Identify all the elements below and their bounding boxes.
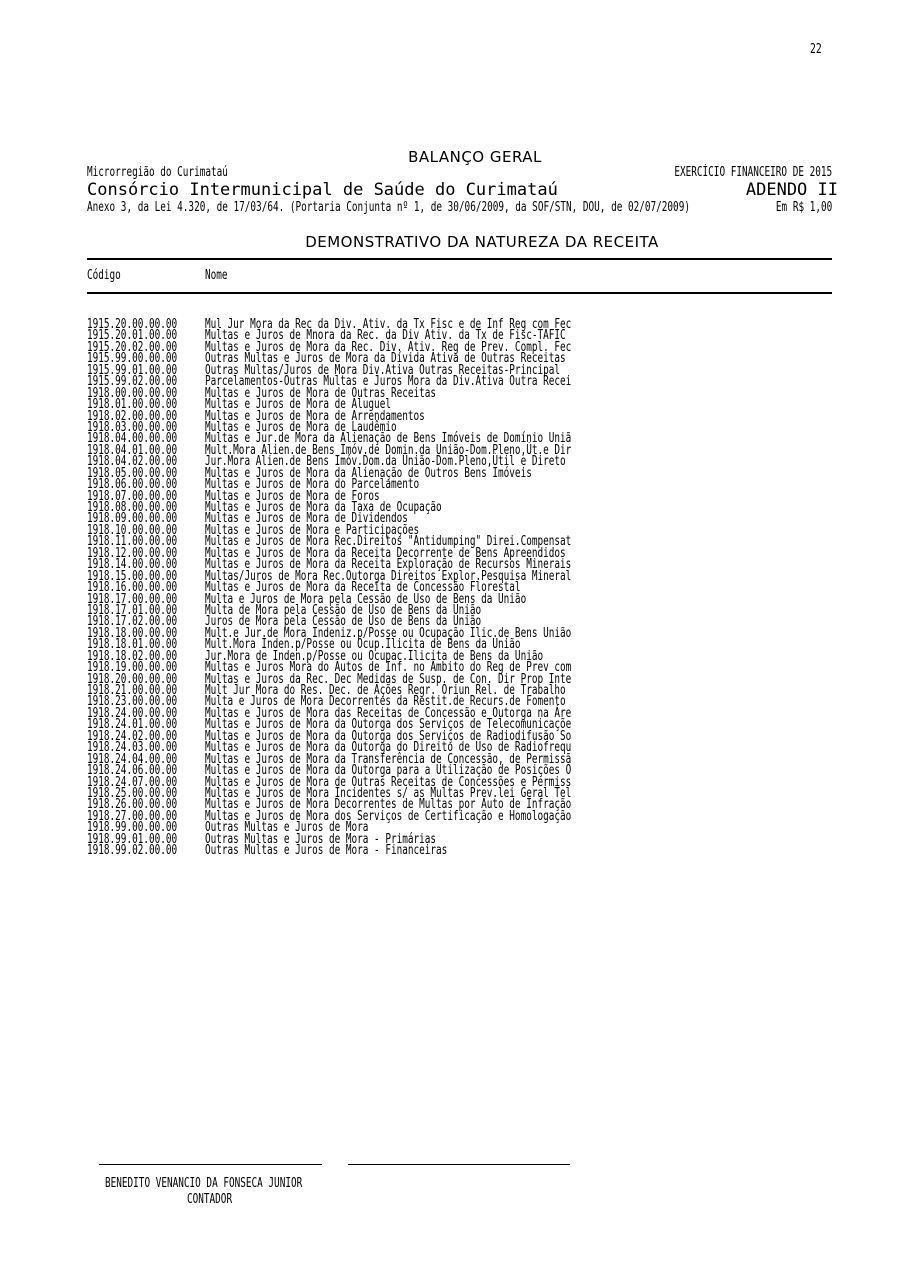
revenue-name: Multa e Juros de Mora pela Cessão de Uso de Bens da União xyxy=(205,591,527,607)
addendum-label: ADENDO II xyxy=(745,180,838,200)
column-header-name: Nome xyxy=(205,268,228,283)
revenue-name: Mult.e Jur.de Mora Indeniz.p/Posse ou Ocupação Ilic.de Bens União xyxy=(205,625,572,641)
revenue-code: 1918.18.01.00.00 xyxy=(87,637,178,653)
revenue-name: Multas e Juros de Mora e Participações xyxy=(205,522,420,538)
revenue-name: Outras Multas e Juros de Mora xyxy=(205,820,369,836)
revenue-code: 1918.25.00.00.00 xyxy=(87,785,178,801)
revenue-name: Parcelamentos-Outras Multas e Juros Mora da Div.Ativa Outra Recei xyxy=(205,374,572,390)
revenue-code: 1918.02.00.00.00 xyxy=(87,408,178,424)
revenue-code: 1918.00.00.00.00 xyxy=(87,385,178,401)
currency-unit: Em R$ 1,00 xyxy=(775,200,832,215)
revenue-code: 1918.10.00.00.00 xyxy=(87,522,178,538)
revenue-code: 1918.04.01.00.00 xyxy=(87,442,178,458)
revenue-code: 1918.09.00.00.00 xyxy=(87,511,178,527)
revenue-name: Multas e Juros de Mora de Arrendamentos xyxy=(205,408,425,424)
revenue-name: Multas e Juros de Mora da Transferência de Concessão, de Permissã xyxy=(205,751,572,767)
revenue-name: Mult.Mora Alien.de Bens Imóv.de Domin.da União-Dom.Pleno,Út.e Dir xyxy=(205,442,572,458)
signer-role: CONTADOR xyxy=(187,1192,233,1207)
revenue-name: Jur.Mora de Inden.p/Posse ou Ocupac.Ilicita de Bens da União xyxy=(205,648,544,664)
fiscal-year-label: EXERCÍCIO FINANCEIRO DE 2015 xyxy=(674,165,832,180)
revenue-name: Multas e Juros de Mora de Aluguel xyxy=(205,397,391,413)
revenue-code: 1915.20.01.00.00 xyxy=(87,328,178,344)
revenue-code: 1915.99.02.00.00 xyxy=(87,374,178,390)
revenue-name: Juros de Mora pela Cessão de Uso de Bens da União xyxy=(205,614,482,630)
revenue-name: Multas e Jur.de Mora da Alienação de Bens Imóveis de Domínio Uniã xyxy=(205,431,572,447)
revenue-code: 1918.12.00.00.00 xyxy=(87,545,178,561)
revenue-name: Multas e Juros de Mora de Laudêmio xyxy=(205,419,397,435)
revenue-code: 1918.04.00.00.00 xyxy=(87,431,178,447)
revenue-name: Multas e Juros de Mora de Outras Receitas de Concessões e Permiss xyxy=(205,774,572,790)
revenue-code: 1918.05.00.00.00 xyxy=(87,465,178,481)
revenue-name: Multas e Juros de Mora da Alienação de Outros Bens Imóveis xyxy=(205,465,532,481)
revenue-table xyxy=(87,319,647,857)
revenue-name: Multas e Juros de Mora do Parcelamento xyxy=(205,477,420,493)
revenue-name: Multas e Juros de Mora da Receita Decorrente de Bens Apreendidos xyxy=(205,545,566,561)
revenue-code: 1918.01.00.00.00 xyxy=(87,397,178,413)
revenue-name: Multas e Juros de Mora da Receita Exploração de Recursos Minerais xyxy=(205,557,572,573)
revenue-name: Jur.Mora Alien.de Bens Imóv.Dom.da União-Dom.Pleno,Útil e Direto xyxy=(205,454,566,470)
revenue-code: 1918.19.00.00.00 xyxy=(87,660,178,676)
legal-reference: Anexo 3, da Lei 4.320, de 17/03/64. (Portaria Conjunta nº 1, de 30/06/2009, da SOF/STN, DOU, de 02/07/2009) xyxy=(87,200,690,215)
header-rule-top xyxy=(87,258,832,260)
revenue-code: 1918.99.01.00.00 xyxy=(87,831,178,847)
revenue-code: 1915.99.01.00.00 xyxy=(87,362,178,378)
revenue-code: 1918.21.00.00.00 xyxy=(87,683,178,698)
revenue-name: Multas e Juros de Mnora da Rec. da Div Ativ. da Tx de Fisc-TAFIC xyxy=(205,328,566,344)
revenue-code: 1918.24.00.00.00 xyxy=(87,705,178,721)
revenue-name: Multas/Juros de Mora Rec.Outorga Direitos Explor.Pesquisa Mineral xyxy=(205,568,572,584)
revenue-name: Multa e Juros de Mora Decorrentes da Restit.de Recurs.de Fomento xyxy=(205,694,566,710)
revenue-code: 1918.06.00.00.00 xyxy=(87,477,178,493)
revenue-code: 1918.27.00.00.00 xyxy=(87,808,178,824)
revenue-code: 1918.03.00.00.00 xyxy=(87,419,178,435)
revenue-code: 1918.18.00.00.00 xyxy=(87,625,178,641)
region-label: Microrregião do Curimataú xyxy=(87,165,228,180)
revenue-name: Multas e Juros de Mora Incidentes s/ as Multas Prev.lei Geral Tel xyxy=(205,785,572,801)
revenue-code: 1918.99.00.00.00 xyxy=(87,820,178,836)
revenue-name: Multas e Juros de Mora de Dividendos xyxy=(205,511,408,527)
revenue-code: 1918.17.00.00.00 xyxy=(87,591,178,607)
revenue-name: Outras Multas e Juros de Mora da Dívida Ativa de Outras Receitas xyxy=(205,351,566,367)
statement-title: DEMONSTRATIVO DA NATUREZA DA RECEITA xyxy=(305,233,659,251)
revenue-name: Outras Multas e Juros de Mora - Financeiras xyxy=(205,843,448,859)
revenue-code: 1918.26.00.00.00 xyxy=(87,797,178,813)
revenue-name: Multas e Juros Mora do Autos de Inf. no Âmbito do Reg de Prev com xyxy=(205,660,572,676)
revenue-name: Multas e Juros de Mora das Receitas de Concessão e Outorga na Áre xyxy=(205,705,572,721)
revenue-name: Outras Multas e Juros de Mora - Primárias xyxy=(205,831,437,847)
revenue-code: 1918.24.04.00.00 xyxy=(87,751,178,767)
revenue-code: 1918.04.02.00.00 xyxy=(87,454,178,470)
revenue-name: Mult.Mora Inden.p/Posse ou Ocup.Ilicita de Bens da União xyxy=(205,637,521,653)
revenue-name: Multas e Juros de Mora Rec.Direitos "Antidumping" Direi.Compensat xyxy=(205,534,572,550)
revenue-code: 1918.24.06.00.00 xyxy=(87,763,178,779)
header-rule-bottom xyxy=(87,292,832,294)
revenue-code: 1918.99.02.00.00 xyxy=(87,843,178,859)
revenue-code: 1918.23.00.00.00 xyxy=(87,694,178,710)
revenue-code: 1918.08.00.00.00 xyxy=(87,500,178,515)
entity-name: Consórcio Intermunicipal de Saúde do Curimataú xyxy=(87,180,558,200)
revenue-name: Multas e Juros de Mora da Outorga para a Utilização de Posições O xyxy=(205,763,572,779)
revenue-name: Multas e Juros de Mora da Outorga dos Serviços de Telecomunicaçõe xyxy=(205,717,572,733)
revenue-code: 1915.20.02.00.00 xyxy=(87,339,178,355)
column-header-code: Código xyxy=(87,268,121,283)
revenue-code: 1915.99.00.00.00 xyxy=(87,351,178,367)
revenue-name: Multas e Juros de Mora da Outorga dos Serviços de Radiodifusão So xyxy=(205,728,572,744)
signature-line-left xyxy=(99,1164,322,1165)
revenue-code: 1918.24.03.00.00 xyxy=(87,740,178,756)
signature-line-right xyxy=(348,1164,570,1165)
revenue-code: 1918.24.02.00.00 xyxy=(87,728,178,744)
table-row xyxy=(87,843,647,859)
revenue-code: 1918.07.00.00.00 xyxy=(87,488,178,504)
revenue-name: Multas e Juros de Mora da Taxa de Ocupação xyxy=(205,500,442,515)
revenue-name: Multas e Juros da Rec. Dec Medidas de Susp. de Con. Dir Prop Inte xyxy=(205,671,572,687)
revenue-code: 1918.17.01.00.00 xyxy=(87,602,178,618)
revenue-name: Multas e Juros de Mora de Outras Receitas xyxy=(205,385,437,401)
revenue-code: 1918.24.01.00.00 xyxy=(87,717,178,733)
revenue-name: Multas e Juros de Mora dos Serviços de Certificação e Homologação xyxy=(205,808,572,824)
revenue-code: 1918.15.00.00.00 xyxy=(87,568,178,584)
signer-name: BENEDITO VENANCIO DA FONSECA JUNIOR xyxy=(105,1176,303,1191)
revenue-code: 1918.16.00.00.00 xyxy=(87,580,178,596)
revenue-name: Mul Jur Mora da Rec da Div. Ativ. da Tx Fisc e de Inf Reg com Fec xyxy=(205,317,572,332)
revenue-name: Multas e Juros de Mora de Foros xyxy=(205,488,380,504)
revenue-code: 1918.17.02.00.00 xyxy=(87,614,178,630)
revenue-code: 1918.24.07.00.00 xyxy=(87,774,178,790)
revenue-name: Multas e Juros de Mora da Rec. Div. Ativ. Reg de Prev. Compl. Fec xyxy=(205,339,572,355)
report-title: BALANÇO GERAL xyxy=(408,148,542,166)
revenue-code: 1918.20.00.00.00 xyxy=(87,671,178,687)
revenue-name: Outras Multas/Juros de Mora Div.Ativa Outras Receitas-Principal xyxy=(205,362,561,378)
revenue-code: 1918.11.00.00.00 xyxy=(87,534,178,550)
page-number: 22 xyxy=(810,42,822,57)
revenue-code: 1918.18.02.00.00 xyxy=(87,648,178,664)
revenue-name: Multas e Juros de Mora Decorrentes de Multas por Auto de Infração xyxy=(205,797,572,813)
revenue-code: 1918.14.00.00.00 xyxy=(87,557,178,573)
revenue-name: Multas e Juros de Mora da Receita de Concessão Florestal xyxy=(205,580,521,596)
revenue-name: Mult Jur Mora do Res. Dec. de Ações Regr. Oriun Rel. de Trabalho xyxy=(205,683,566,698)
revenue-code: 1915.20.00.00.00 xyxy=(87,317,178,332)
revenue-name: Multas e Juros de Mora da Outorga do Direito de Uso de Radiofrequ xyxy=(205,740,572,756)
revenue-name: Multa de Mora pela Cessão de Uso de Bens da União xyxy=(205,602,482,618)
